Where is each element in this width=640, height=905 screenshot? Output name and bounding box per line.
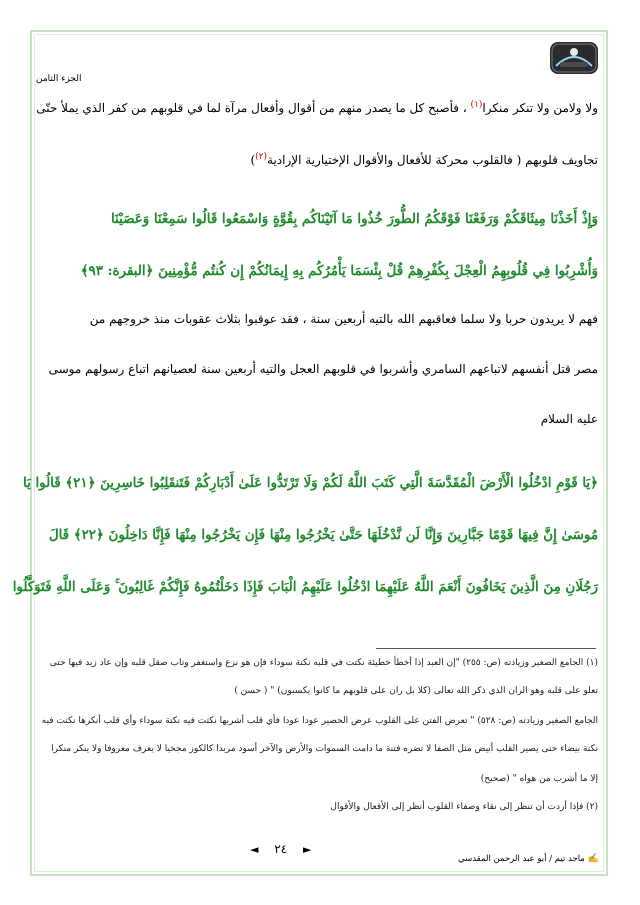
text-line-1-start: ولا ولامن ولا تنكر منكرا (482, 101, 598, 115)
footnote-2-line-1: الجامع الصغير وزيادته (ص: ٥٢٨) " تعرض الفتن على القلوب عرض الحصير عودا عودا فأي قلب أشربها نكتت فيه نكتة سوداء وأي قلب أنكرها نكتت فيه (41, 716, 598, 726)
text-line-1-rest: ، فأصبح كل ما يصدر منهم من أقوال وأفعال مرآة لما في قلوبهم من كفر الذي يملأ حتّى (36, 101, 471, 115)
quran-verse-1: وَإِذْ أَخَذْنَا مِيثَاقَكُمْ وَرَفَعْنَا فَوْقَكُمُ الطُّورَ خُذُوا مَا آتَيْنَاكُم بِقُوَّةٍ وَاسْمَعُوا قَالُوا سَمِعْنَا وَعَصَيْنَا (110, 211, 598, 228)
pen-icon: ✍ (587, 854, 599, 864)
page-number-bar (250, 842, 311, 856)
quran-verse-3: ﴿يَا قَوْمِ ادْخُلُوا الْأَرْضَ الْمُقَدَّسَةَ الَّتِي كَتَبَ اللَّهُ لَكُمْ وَلَا تَرْتَدُّوا عَلَىٰ أَدْبَارِكُمْ فَتَنقَلِبُوا خَاسِرِينَ ﴿٢١﴾ قَالُوا يَا (22, 475, 598, 492)
paragraph-line-3: عليه السلام (540, 412, 598, 426)
quran-verse-5: رَجُلَانِ مِنَ الَّذِينَ يَخَافُونَ أَنْعَمَ اللَّهُ عَلَيْهِمَا ادْخُلُوا عَلَيْهِمُ الْبَابَ فَإِذَا دَخَلْتُمُوهُ فَإِنَّكُمْ غَالِبُونَ ۚ وَعَلَى اللَّهِ فَتَوَكَّلُوا (12, 579, 598, 596)
footnote-3-line-1: (٢) فإذا أردت أن تنظر إلى نقاء وصفاء القلوب أنظر إلى الأفعال والأقوال (330, 802, 598, 812)
footnote-1-line-1: (١) الجامع الصغير وزيادته (ص: ٢٥٥) "إن العبد إذا أخطأ خطيئة نكتت في قلبه نكتة سوداء فإن هو نزع واستغفر وتاب صقل قلبه وإن عاد زيد فيها حتى (49, 658, 598, 668)
footnote-separator (376, 648, 596, 649)
quran-verse-4: مُوسَىٰ إِنَّ فِيهَا قَوْمًا جَبَّارِينَ وَإِنَّا لَن نَّدْخُلَهَا حَتَّىٰ يَخْرُجُوا مِنْهَا فَإِن يَخْرُجُوا مِنْهَا فَإِنَّا دَاخِلُونَ ﴿٢٢﴾ قَالَ (48, 527, 598, 544)
prev-page-arrow-icon[interactable]: ◄ (250, 843, 259, 856)
next-page-arrow-icon[interactable]: ► (303, 843, 312, 856)
text-line-2-close: ) (250, 153, 256, 167)
text-line-1 (36, 96, 598, 117)
footnote-mark-2[interactable]: (٢) (255, 152, 268, 162)
part-label: الجزء الثامن (36, 74, 82, 84)
quran-verse-2: وَأُشْرِبُوا فِي قُلُوبِهِمُ الْعِجْلَ بِكُفْرِهِمْ قُلْ بِئْسَمَا يَأْمُرُكُم بِهِ إِيمَانُكُمْ إِن كُنتُم مُّؤْمِنِينَ ﴿البقرة: ٩٣﴾ (80, 263, 598, 280)
site-logo-icon (548, 38, 600, 78)
text-line-2 (250, 148, 598, 169)
author-name: ماجد تيم / أبو عبد الرحمن المقدسي (458, 854, 585, 864)
paragraph-line-1: فهم لا يريدون حربا ولا سلما فعاقبهم الله بالتيه أربعين سنة ، فقد عوقبوا بثلاث عقوبات منذ خروجهم من (89, 312, 598, 326)
footnote-2-line-2: نكتة بيضاء حتى يصير القلب أبيض مثل الصفا لا تضره فتنة ما دامت السموات والأرض والآخر أسود مربدا كالكوز مجخيا لا يعرف معروفا ولا ينكر منكرا (51, 744, 598, 754)
text-line-2-start: تجاويف قلوبهم ( فالقلوب محركة للأفعال والأقوال الإختيارية الإرادية (267, 153, 598, 167)
footnote-2-line-3: إلا ما أشرب من هواه " (صحيح) (480, 774, 598, 784)
author-credit (458, 854, 599, 864)
paragraph-line-2: مصر قتل أنفسهم لاتباعهم السامري وأشربوا في قلوبهم العجل والتيه أربعين سنة لعصيانهم اتباع رسولهم موسى (48, 362, 598, 376)
page-number: ٢٤ (274, 842, 288, 856)
footnote-mark-1[interactable]: (١) (470, 100, 483, 110)
footnote-1-line-2: تعلو على قلبه وهو الران الذي ذكر الله تعالى (كلا بل ران على قلوبهم ما كانوا يكسبون) " ( حسن ) (234, 686, 598, 696)
